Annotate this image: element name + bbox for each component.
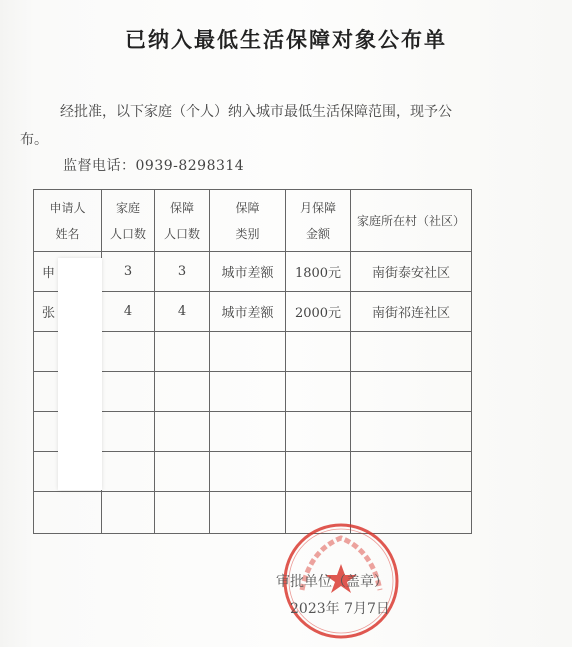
header-household-size: 家庭 人口数 xyxy=(102,190,155,252)
header-monthly-amount: 月保障 金额 xyxy=(286,190,351,252)
cell-name: 张 xyxy=(34,292,102,332)
cell-covered: 3 xyxy=(155,252,210,292)
table-header-row xyxy=(34,190,472,252)
cell-household: 3 xyxy=(102,252,155,292)
cell-category: 城市差额 xyxy=(210,292,286,332)
header-category: 保障 类别 xyxy=(210,190,286,252)
cell-name: 申 xyxy=(34,252,102,292)
cell-community: 南街泰安社区 xyxy=(351,252,472,292)
header-community: 家庭所在村（社区） xyxy=(351,190,472,252)
page-title: 已纳入最低生活保障对象公布单 xyxy=(125,28,447,52)
approval-unit-label: 审批单位（盖章） xyxy=(276,574,388,590)
cell-amount: 1800元 xyxy=(286,252,351,292)
intro-paragraph xyxy=(20,98,500,154)
supervision-phone: 监督电话：0939-8298314 xyxy=(63,158,245,174)
table-row-empty xyxy=(34,492,472,534)
redaction-patch xyxy=(58,258,102,490)
intro-line-1: 经批准，以下家庭（个人）纳入城市最低生活保障范围，现予公 xyxy=(60,104,452,120)
header-applicant-name: 申请人 姓名 xyxy=(34,190,102,252)
intro-line-2: 布。 xyxy=(20,132,48,148)
cell-household: 4 xyxy=(102,292,155,332)
cell-amount: 2000元 xyxy=(286,292,351,332)
cell-community: 南街祁连社区 xyxy=(351,292,472,332)
approval-date: 2023年 7月7日 xyxy=(290,601,390,617)
cell-covered: 4 xyxy=(155,292,210,332)
header-covered-size: 保障 人口数 xyxy=(155,190,210,252)
cell-category: 城市差额 xyxy=(210,252,286,292)
